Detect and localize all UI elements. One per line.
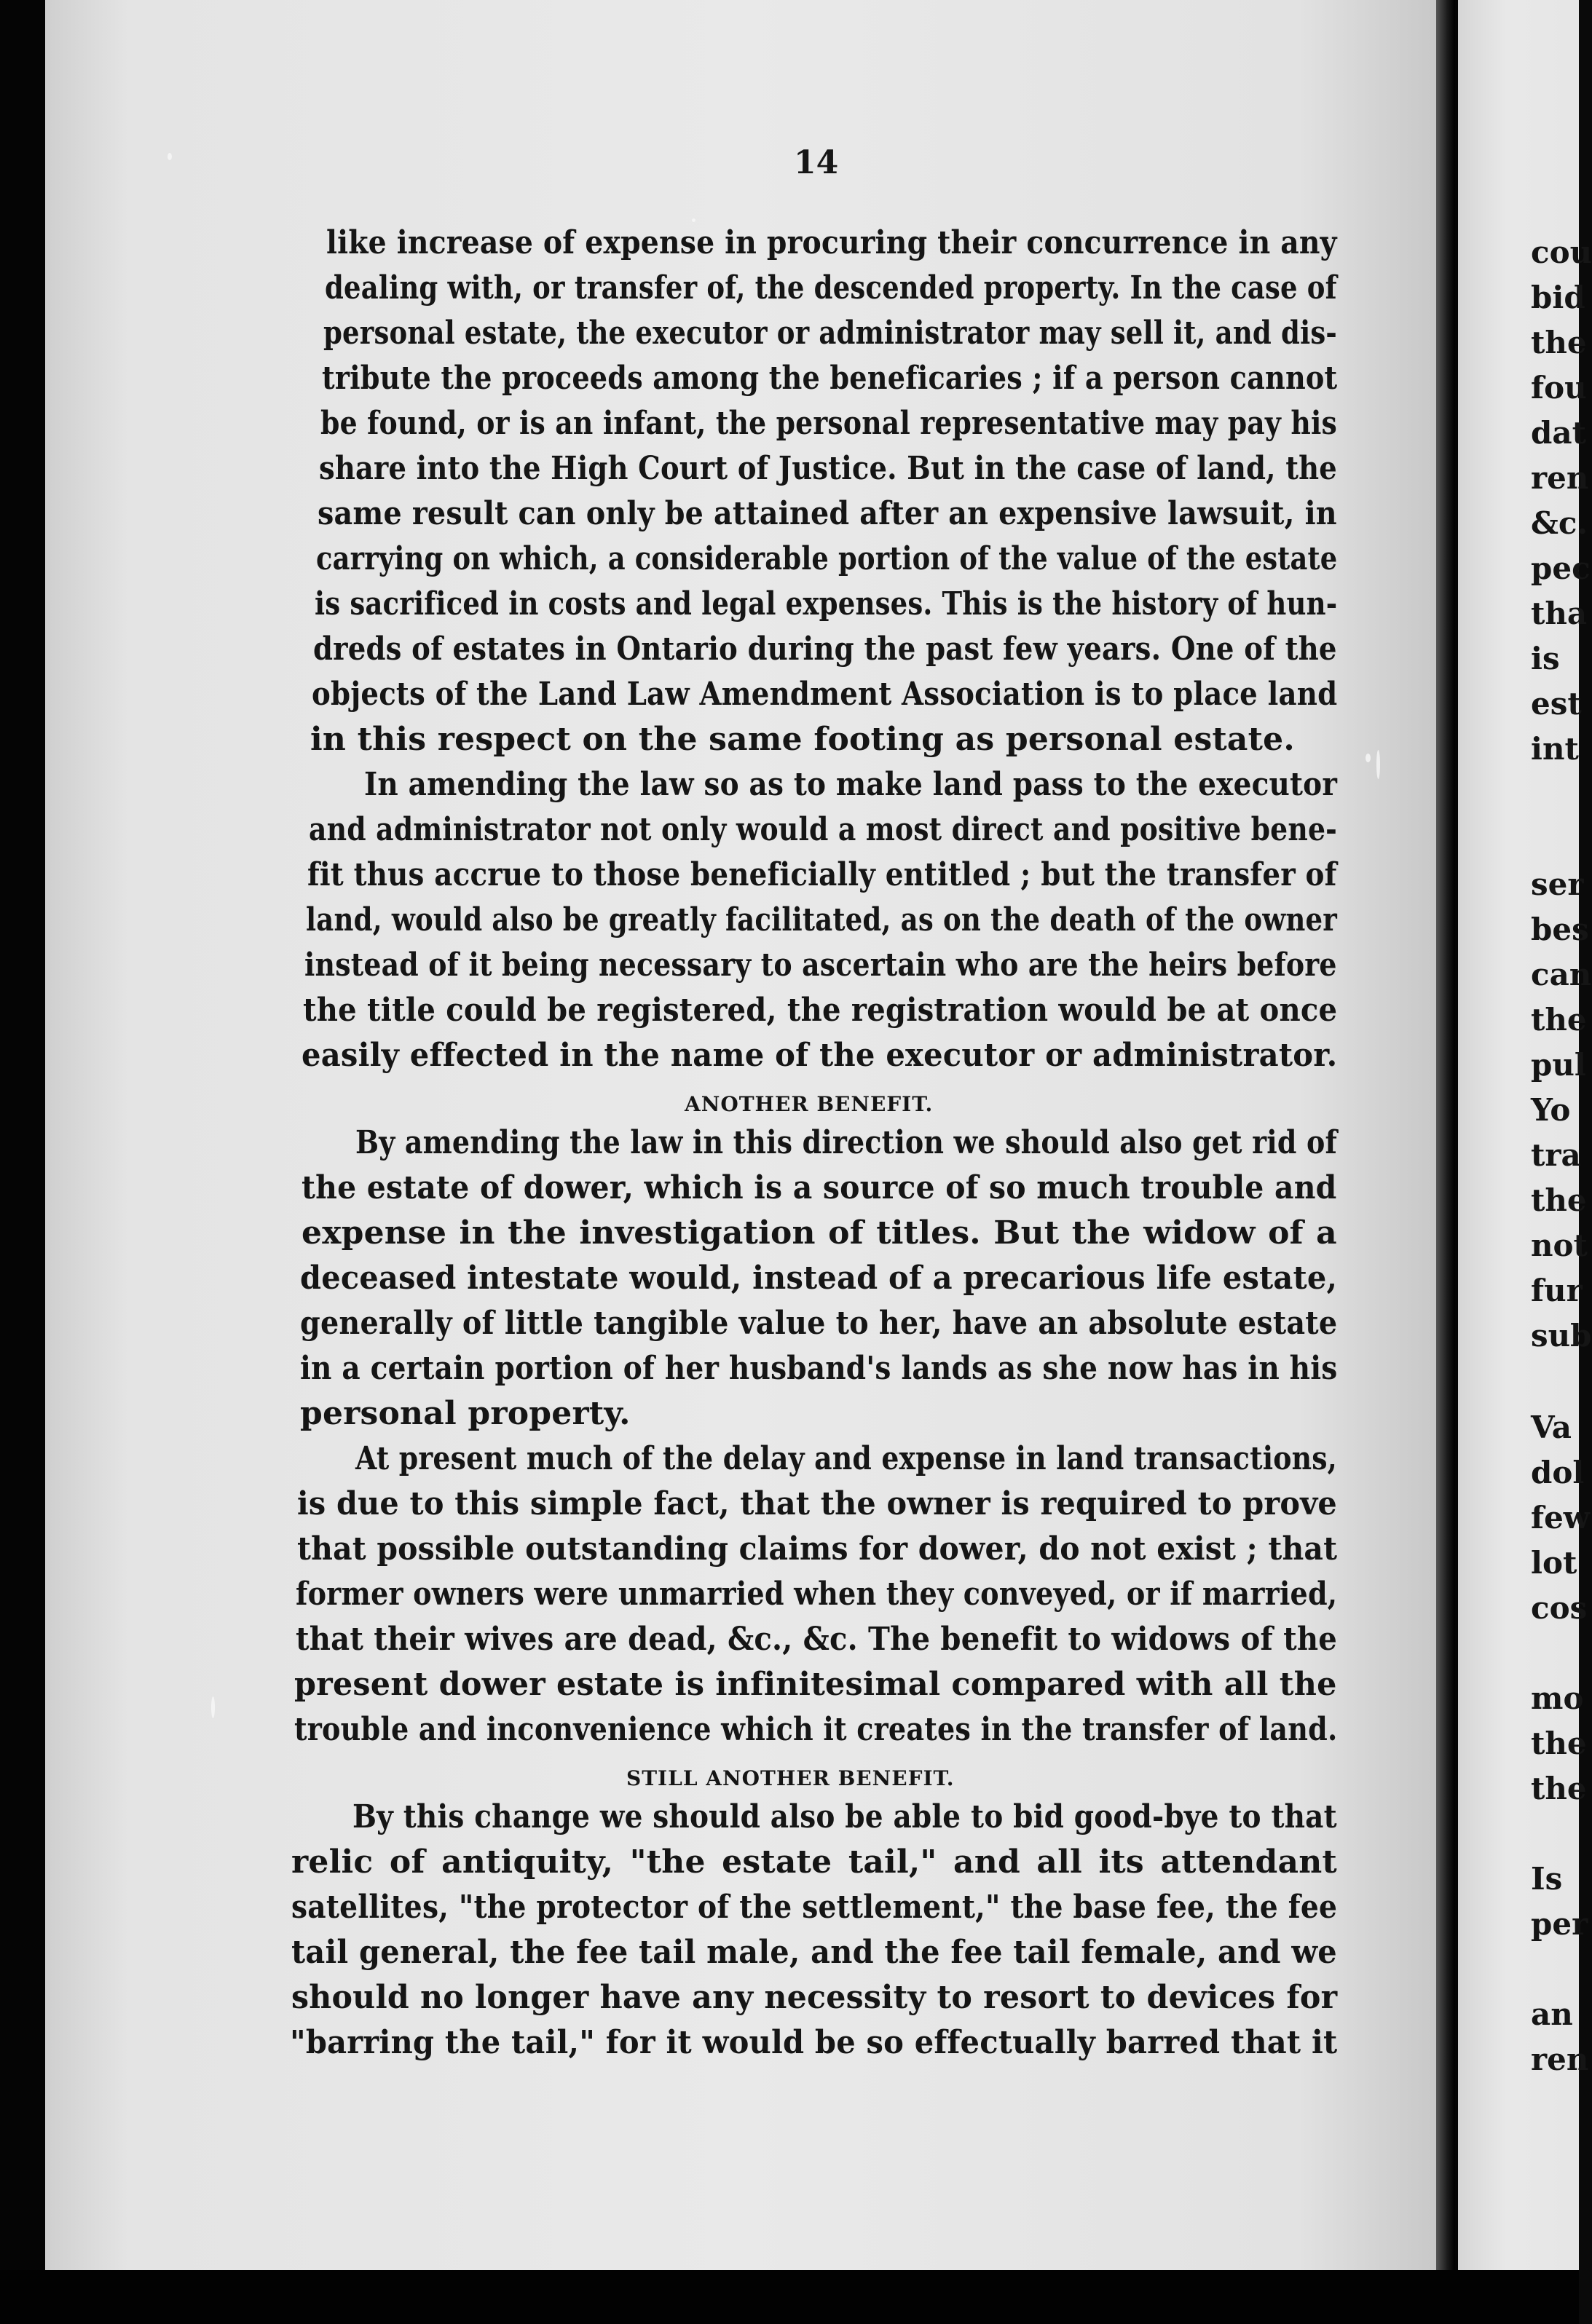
text-line: like increase of expense in procuring their concurrence in any xyxy=(326,224,1337,261)
adjacent-fragment: can xyxy=(1531,957,1592,992)
adjacent-fragment: lot xyxy=(1531,1545,1577,1581)
text-line: the estate of dower, which is a source of so much trouble and xyxy=(302,1169,1337,1206)
text-line: present dower estate is infinitesimal compared with all the xyxy=(294,1666,1337,1703)
adjacent-fragment: cos xyxy=(1531,1590,1588,1626)
text-line: personal estate, the executor or administrator may sell it, and dis- xyxy=(323,315,1337,352)
page-number: 14 xyxy=(794,144,839,181)
adjacent-fragment: the xyxy=(1531,1726,1587,1761)
adjacent-fragment: mo xyxy=(1531,1680,1584,1716)
text-line: relic of antiquity, "the estate tail," and all its attendant xyxy=(291,1843,1337,1881)
adjacent-fragment: per xyxy=(1531,1906,1588,1942)
adjacent-fragment: ren xyxy=(1531,460,1589,496)
text-line: same result can only be attained after an expensive lawsuit, in xyxy=(318,495,1337,532)
text-line: carrying on which, a considerable portion of the value of the estate xyxy=(316,540,1338,577)
text-line: share into the High Court of Justice. But in the case of land, the xyxy=(319,450,1337,487)
text-line: is sacrificed in costs and legal expenses. This is the history of hun- xyxy=(315,585,1338,622)
text-line: instead of it being necessary to ascertain who are the heirs before xyxy=(304,946,1337,984)
adjacent-fragment: fou xyxy=(1531,370,1587,406)
adjacent-fragment: bid xyxy=(1531,280,1585,315)
text-line: personal property. xyxy=(300,1395,631,1432)
adjacent-fragment: Yo xyxy=(1531,1092,1571,1128)
adjacent-fragment: an xyxy=(1531,1996,1573,2032)
adjacent-fragment: cou xyxy=(1531,234,1592,270)
adjacent-fragment: pul xyxy=(1531,1047,1586,1083)
adjacent-fragment: few xyxy=(1531,1500,1590,1536)
adjacent-fragment: the xyxy=(1531,325,1587,360)
adjacent-fragment: dat xyxy=(1531,415,1586,451)
adjacent-fragment: is xyxy=(1531,641,1560,676)
text-line: At present much of the delay and expense in land transactions, xyxy=(355,1440,1338,1477)
section-heading: STILL ANOTHER BENEFIT. xyxy=(626,1766,955,1790)
adjacent-fragment: sub xyxy=(1531,1318,1592,1353)
adjacent-fragment: the xyxy=(1531,1002,1587,1038)
text-line: land, would also be greatly facilitated, as on the death of the owner xyxy=(306,901,1337,938)
adjacent-fragment: tra xyxy=(1531,1137,1581,1173)
text-line: objects of the Land Law Amendment Association is to place land xyxy=(312,676,1338,713)
text-line: easily effected in the name of the executor or administrator. xyxy=(302,1037,1338,1074)
text-line: By this change we should also be able to bid good-bye to that xyxy=(352,1798,1337,1835)
text-line: that their wives are dead, &c., &c. The benefit to widows of the xyxy=(296,1621,1338,1658)
text-line: should no longer have any necessity to resort to devices for xyxy=(291,1979,1338,2016)
text-line: tail general, the fee tail male, and the fee tail female, and we xyxy=(291,1934,1337,1971)
scan-bottom-border xyxy=(0,2270,1579,2324)
adjacent-fragment: tha xyxy=(1531,596,1588,631)
adjacent-fragment: not xyxy=(1531,1228,1588,1263)
text-line: that possible outstanding claims for dower, do not exist ; that xyxy=(297,1530,1338,1568)
text-line: fit thus accrue to those beneficially entitled ; but the transfer of xyxy=(307,856,1337,893)
text-line: "barring the tail," for it would be so effectually barred that it xyxy=(290,2024,1338,2061)
text-line: dreds of estates in Ontario during the past few years. One of the xyxy=(313,631,1337,668)
adjacent-fragment: int xyxy=(1531,731,1579,767)
text-line: be found, or is an infant, the personal representative may pay his xyxy=(320,405,1337,442)
adjacent-fragment: ren xyxy=(1531,2042,1589,2077)
adjacent-fragment: the xyxy=(1531,1182,1587,1218)
adjacent-fragment: ser xyxy=(1531,866,1584,902)
adjacent-fragment: Va xyxy=(1531,1410,1572,1445)
adjacent-fragment: est xyxy=(1531,686,1582,722)
text-line: the title could be registered, the registration would be at once xyxy=(303,992,1338,1029)
adjacent-fragment: dol xyxy=(1531,1455,1585,1490)
adjacent-fragment: pec xyxy=(1531,550,1591,586)
adjacent-fragment: &c. xyxy=(1531,505,1588,541)
text-line: in a certain portion of her husband's lands as she now has in his xyxy=(300,1350,1338,1387)
text-line: tribute the proceeds among the beneficaries ; if a person cannot xyxy=(322,360,1338,397)
page-gutter-shadow xyxy=(1436,0,1455,2270)
text-line: By amending the law in this direction we should also get rid of xyxy=(355,1124,1337,1161)
text-line: and administrator not only would a most direct and positive bene- xyxy=(309,811,1338,848)
text-line: satellites, "the protector of the settlement," the base fee, the fee xyxy=(291,1889,1338,1926)
section-heading: ANOTHER BENEFIT. xyxy=(685,1092,934,1116)
text-line: deceased intestate would, instead of a precarious life estate, xyxy=(300,1260,1338,1297)
text-line: expense in the investigation of titles. But the widow of a xyxy=(302,1214,1337,1252)
adjacent-fragment: fur xyxy=(1531,1273,1583,1308)
text-line: former owners were unmarried when they conveyed, or if married, xyxy=(296,1576,1338,1613)
text-line: generally of little tangible value to her, have an absolute estate xyxy=(300,1305,1338,1342)
adjacent-fragment: the xyxy=(1531,1771,1587,1806)
adjacent-fragment: Is xyxy=(1531,1861,1563,1897)
adjacent-fragment: bes xyxy=(1531,912,1589,947)
text-line: trouble and inconvenience which it creates in the transfer of land. xyxy=(294,1711,1338,1748)
text-line: In amending the law so as to make land pass to the executor xyxy=(364,766,1338,803)
text-line: in this respect on the same footing as personal estate. xyxy=(310,721,1295,758)
text-line: is due to this simple fact, that the owner is required to prove xyxy=(297,1485,1337,1522)
text-line: dealing with, or transfer of, the descended property. In the case of xyxy=(325,269,1337,307)
